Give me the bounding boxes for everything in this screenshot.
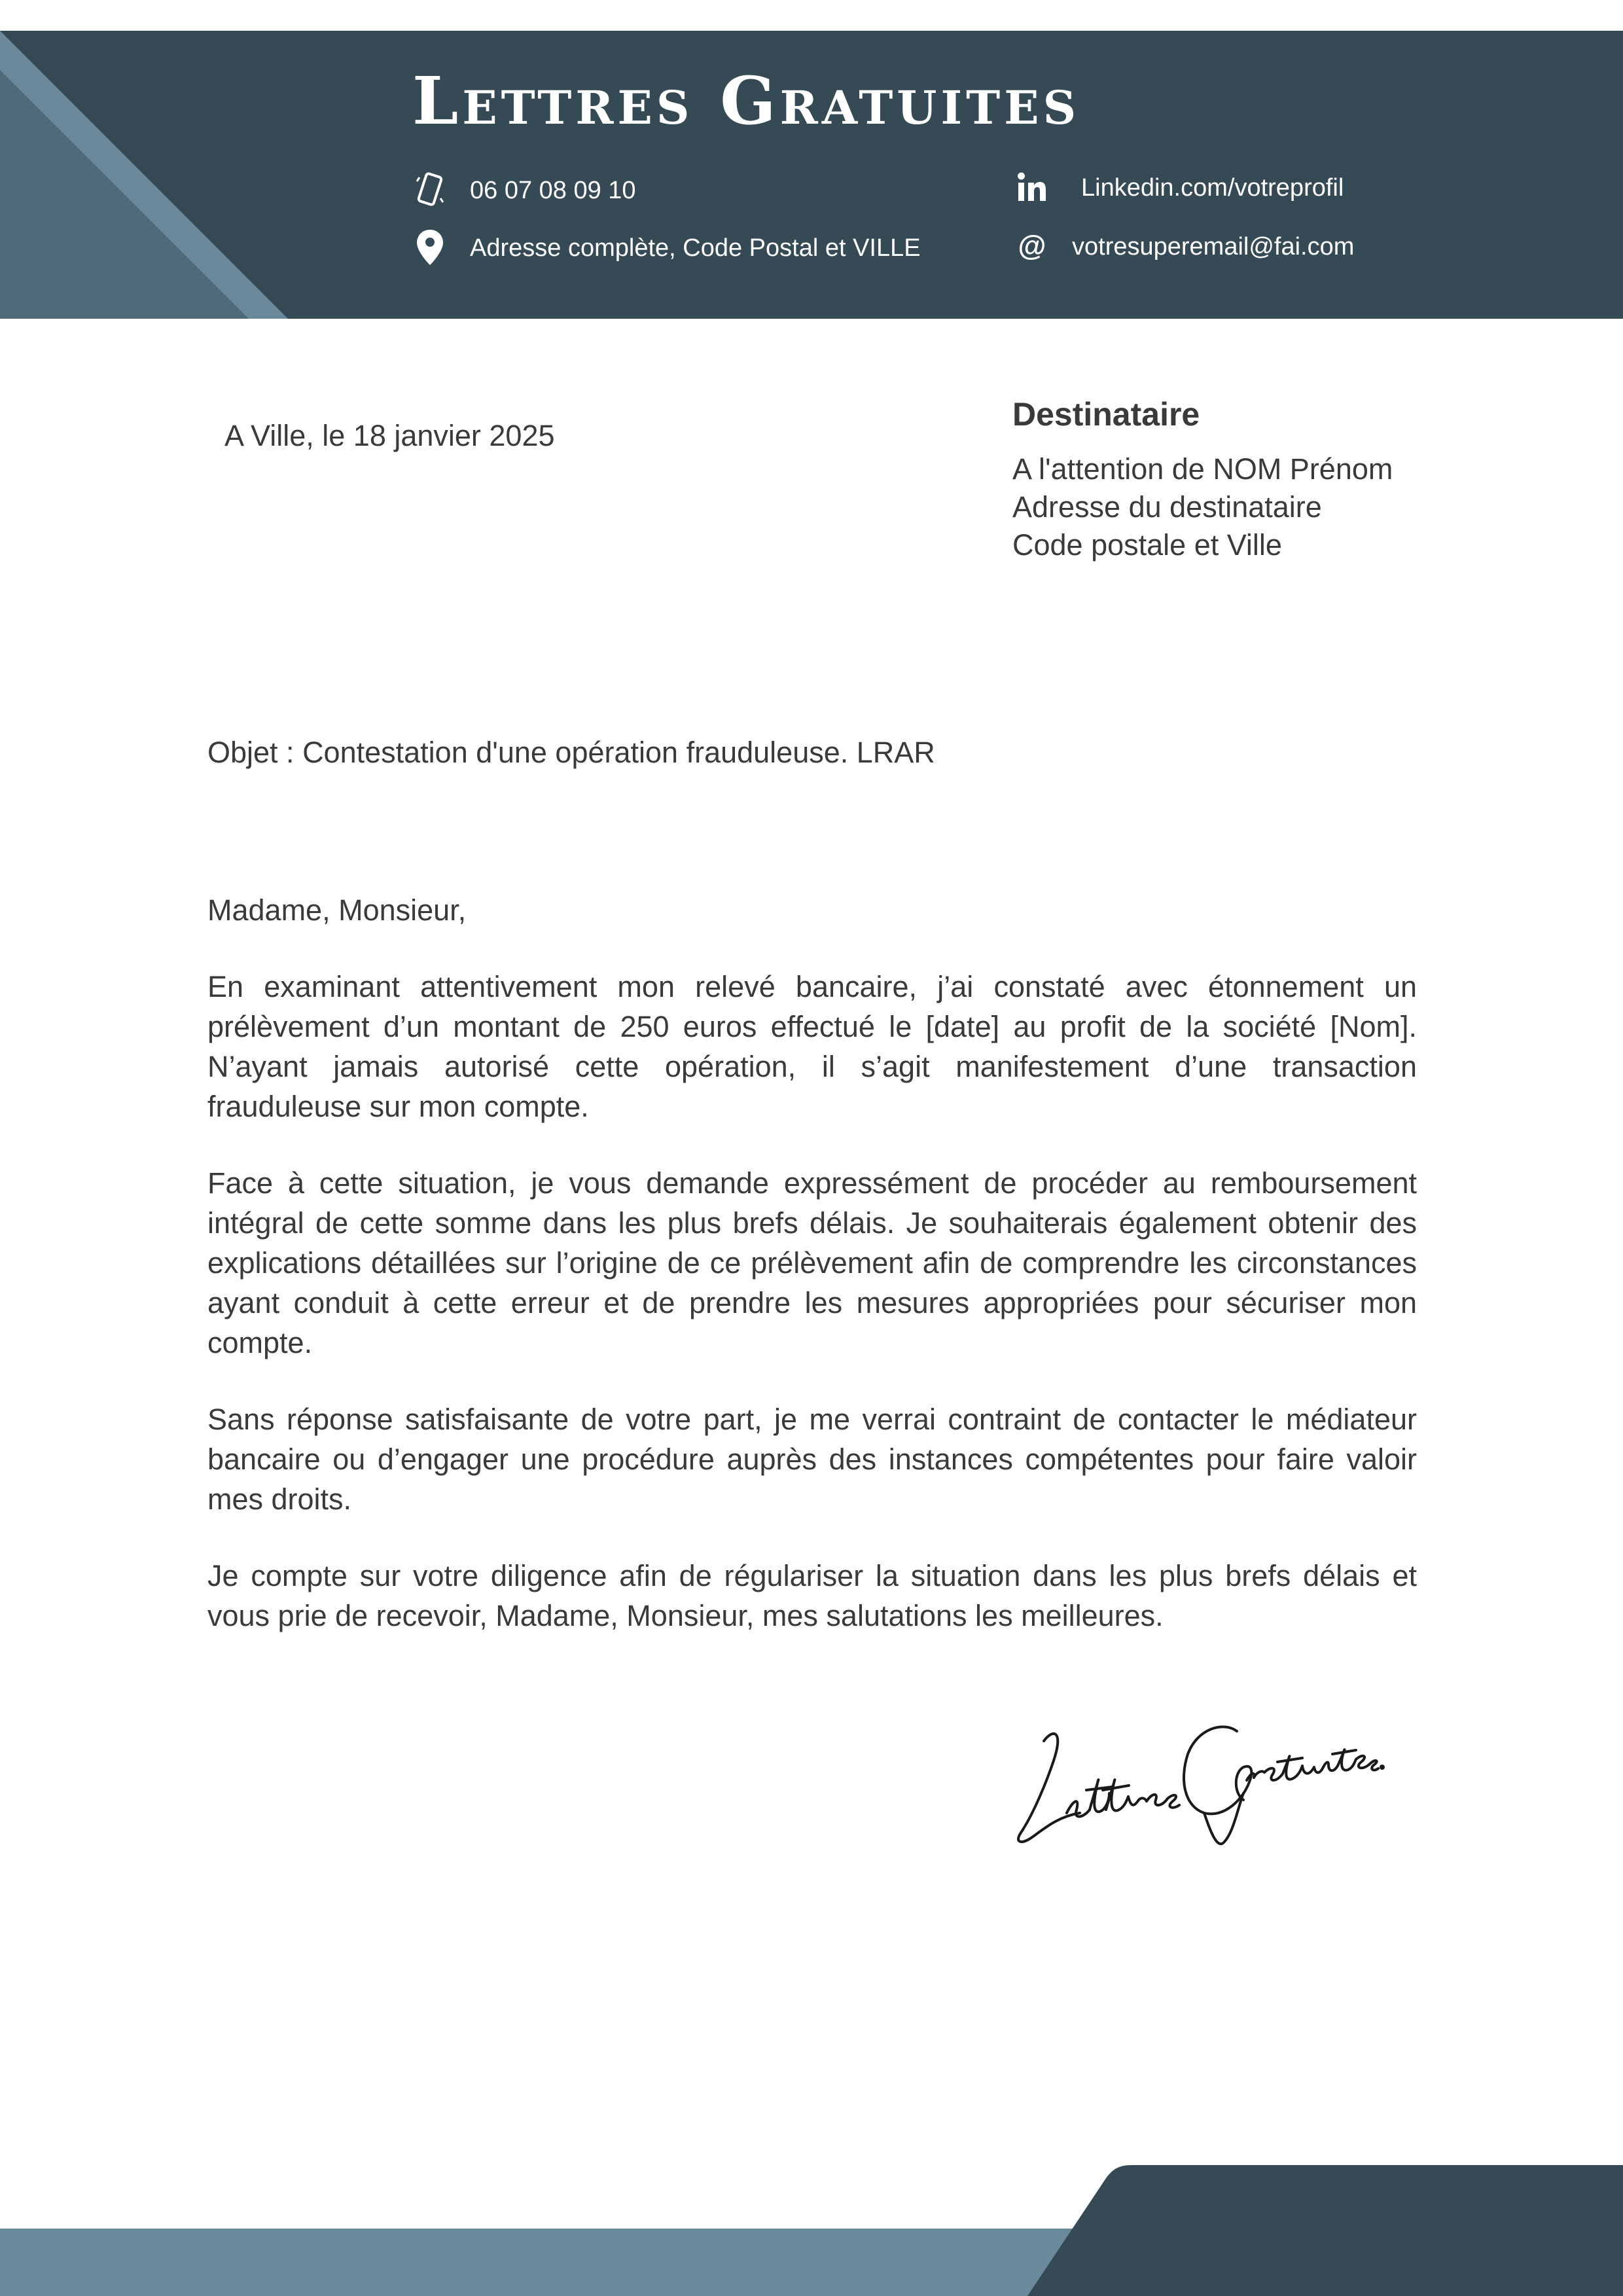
recipient-line: Code postale et Ville [1012,528,1282,562]
at-sign-icon: @ [1018,230,1046,262]
body-paragraph: Je compte sur votre diligence afin de régulariser la situation dans les plus brefs délais et vous prie de recevoir, Madame, Monsieur, mes salutations les meilleures. [207,1559,1417,1632]
recipient-block [1012,393,1536,564]
phone-icon [412,172,448,207]
letter-subject: Objet : Contestation d'une opération frauduleuse. LRAR [207,736,935,769]
footer-band [0,2165,1623,2296]
recipient-line: A l'attention de NOM Prénom [1012,452,1393,486]
letter-date: A Ville, le 18 janvier 2025 [224,419,555,452]
linkedin-icon [1014,170,1050,205]
email-address[interactable]: votresuperemail@fai.com [1072,233,1355,260]
body-paragraph: En examinant attentivement mon relevé bancaire, j’ai constaté avec étonnement un prélèvement d’un montant de 250 euros effectué le [date] au profit de la société [Nom]. N’ayant jamais autorisé cette opération, il s’agit manifestement d’une transaction frauduleuse sur mon compte. [207,970,1417,1123]
location-pin-icon [412,230,448,265]
phone-number: 06 07 08 09 10 [470,177,636,204]
salutation: Madame, Monsieur, [207,893,467,927]
letterhead-banner [0,31,1623,319]
address-text: Adresse complète, Code Postal et VILLE [470,234,921,262]
letter-body [207,890,1417,1672]
body-paragraph: Face à cette situation, je vous demande expressément de procéder au remboursement intégral de cette somme dans les plus brefs délais. Je souhaiterais également obtenir des explications détaillées sur l’origine de ce prélèvement afin de comprendre les circonstances ayant conduit à cette erreur et de prendre les mesures appropriées pour sécuriser mon compte. [207,1166,1417,1359]
brand-title: Lettres Gratuites [412,62,1080,139]
body-paragraph: Sans réponse satisfaisante de votre part, je me verrai contraint de contacter le médiateur bancaire ou d’engager une procédure auprès des instances compétentes pour faire valoir mes droits. [207,1403,1417,1516]
handwritten-signature [1008,1702,1387,1859]
decorative-triangle [0,31,288,319]
linkedin-url[interactable]: Linkedin.com/votreprofil [1081,174,1344,202]
recipient-line: Adresse du destinataire [1012,490,1322,524]
recipient-title: Destinataire [1012,396,1200,433]
